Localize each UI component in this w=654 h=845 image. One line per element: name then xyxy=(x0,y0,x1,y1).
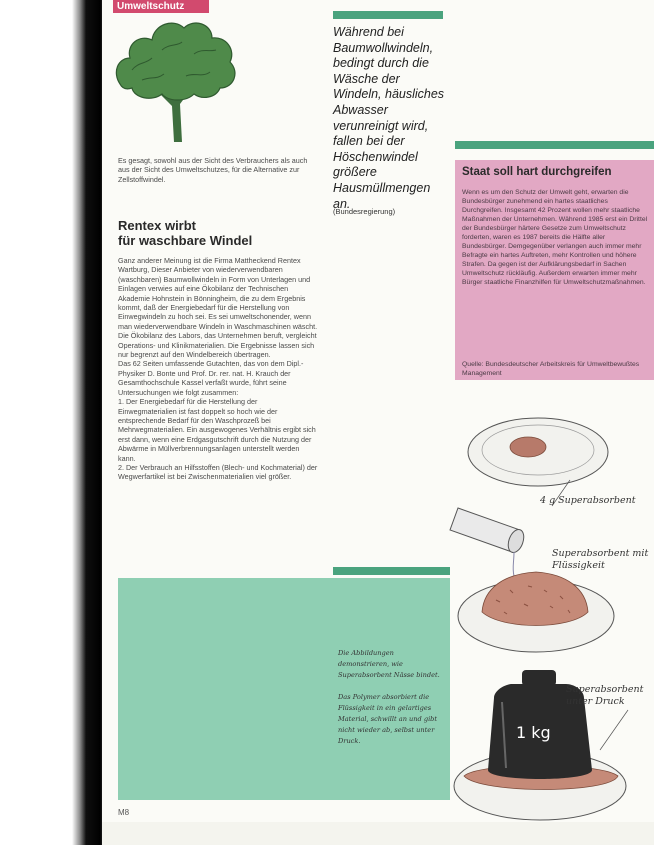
quote-top-bar xyxy=(333,11,443,19)
info-box-title: Staat soll hart durchgreifen xyxy=(462,166,612,178)
quote-source: (Bundesregierung) xyxy=(333,207,396,216)
page-number: M8 xyxy=(118,808,130,817)
article-heading xyxy=(118,218,318,248)
illus-label-2: Superabsorbent mit Flüssigkeit xyxy=(552,548,649,571)
paragraph: 2. Der Verbrauch an Hilfsstoffen (Blech- und Kochmaterial) der Wegwerfartikel ist bei Zwischenmaterialien viel größer. xyxy=(118,462,318,482)
illus-label-3: Superabsorbent unter Druck xyxy=(566,684,644,707)
superabsorbent-illustration xyxy=(440,390,654,830)
green-panel-top-bar xyxy=(333,567,450,575)
tree-logo xyxy=(112,14,242,142)
heading-line-1: Rentex wirbt xyxy=(118,218,197,233)
pink-box-top-bar xyxy=(455,141,654,149)
paragraph: Das 62 Seiten umfassende Gutachten, das von dem Dipl.-Physiker D. Bonte und Prof. Dr. rer. nat. H. Krauch der Gesamthochschule Kassel verfaßt wurde, führt seine Untersuchungen wie folgt zusammen: xyxy=(118,359,304,397)
info-box xyxy=(455,160,654,380)
intro-text: Es gesagt, sowohl aus der Sicht des Verbrauchers als auch aus der Sicht des Umweltschutzes, für die Alternative zur Zellstoffwindel. xyxy=(118,156,308,184)
binding-shadow xyxy=(0,0,102,845)
weight-label: 1 kg xyxy=(516,723,551,742)
info-box-text: Wenn es um den Schutz der Umwelt geht, erwarten die Bundesbürger zunehmend ein hartes staatliches Durchgreifen. Insgesamt 42 Prozent wollen mehr staatliche Maßnahmen der Unternehmen. Während 1985 erst ein Drittel der Bundesbürger härtere Gesetze zum Umweltschutz forderten, waren es 1987 bereits die Hälfte aller Bundesbürger. Demgegenüber verlangen auch immer mehr Befragte ein hartes Auftreten, mehr Kontrollen und höhere Strafen. Da gegen ist der Aufklärungsbedarf in Sachen Umweltschutz rückläufig. Außerdem erwarten immer mehr Bürger staatliche Finanzhilfen für Umweltschutzmaßnahmen. xyxy=(462,189,648,286)
paragraph: Ganz anderer Meinung ist die Firma Mattheckend Rentex Wartburg, Dieser Anbieter von wiederverwendbaren (waschbaren) Baumwollwindeln in Form von Unterlagen und Einlagen verwies auf eine Ökobilanz der Technischen Akademie Hohnstein in Bönningheim, die zu dem Ergebnis kommt, daß der Energiebedarf für die Herstellung von Einwegwindeln zu hoch sei. Es sei umweltschonender, wenn man wiederverwendbare Windeln in Waschmaschinen wäscht. xyxy=(118,256,318,331)
panel-note-1: Die Abbildungen demonstrieren, wie Superabsorbent Nässe bindet. xyxy=(338,649,440,679)
paragraph: Die Ökobilanz des Labors, das Unternehmen beruft, vergleicht Operations- und Klinikmaterialien. Die Ergebnisse lassen sich nur begrenzt auf den Windelbereich übertragen. xyxy=(118,331,317,360)
heading-line-2: für waschbare Windel xyxy=(118,233,253,248)
illus-label-1: 4 g Superabsorbent xyxy=(540,495,636,506)
article-body xyxy=(118,256,318,482)
section-tag: Umweltschutz xyxy=(113,0,209,13)
paragraph: 1. Der Energiebedarf für die Herstellung der Einwegmaterialien ist fast doppelt so hoch wie der entsprechende Bedarf für den Waschprozeß bei Mehrwegmaterialien. Ein ausgewogenes Verhältnis ergibt sich erst dann, wenn eine Erdgasgutschrift durch die Nutzung der Abwärme in Müllverbrennungsanlagen unterstellt werden kann. xyxy=(118,397,316,463)
info-box-source: Quelle: Bundesdeutscher Arbeitskreis für Umweltbewußtes Management xyxy=(462,361,640,377)
pull-quote: Während bei Baumwollwindeln, bedingt durch die Wäsche der Windeln, häusliches Abwasser verunreinigt wird, fallen bei der Höschenwindel größere Hausmüllmengen an. xyxy=(333,25,445,211)
panel-note-2: Das Polymer absorbiert die Flüssigkeit in ein gelartiges Material, schwillt an und gibt nicht wieder ab, selbst unter Druck. xyxy=(338,693,438,745)
green-panel xyxy=(118,578,450,800)
